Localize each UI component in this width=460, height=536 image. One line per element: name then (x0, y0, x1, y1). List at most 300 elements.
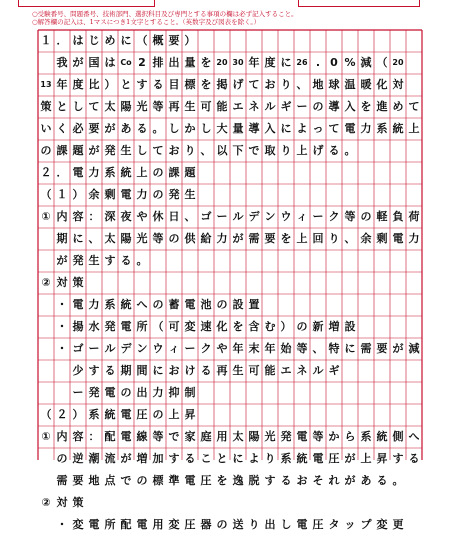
answer-char: の (136, 474, 148, 487)
answer-char: 減 (360, 56, 372, 69)
answer-char: （ (376, 56, 388, 69)
answer-char: が (120, 452, 132, 465)
answer-char: る (408, 452, 420, 465)
answer-char: ． (56, 166, 68, 179)
answer-char: ン (264, 210, 276, 223)
answer-char: ： (88, 430, 100, 443)
answer-char: 統 (392, 122, 404, 135)
answer-char: 統 (376, 430, 388, 443)
answer-char: に (344, 342, 356, 355)
answer-char: 上 (296, 144, 308, 157)
answer-char: 概 (152, 34, 164, 47)
answer-char: 準 (168, 474, 180, 487)
answer-char: 出 (168, 56, 180, 69)
answer-char: お (168, 144, 180, 157)
answer-char: 出 (136, 386, 148, 399)
answer-char: 庭 (200, 430, 212, 443)
answer-char: 進 (376, 100, 388, 113)
answer-char: デ (120, 342, 132, 355)
answer-char: ル (104, 342, 116, 355)
answer-char: 等 (312, 430, 324, 443)
answer-char: 再 (216, 364, 228, 377)
answer-char: 下 (232, 144, 244, 157)
answer-char: 日 (168, 210, 180, 223)
answer-char: り (264, 452, 276, 465)
answer-char: 配 (104, 430, 116, 443)
answer-char: 光 (136, 100, 148, 113)
answer-char: 力 (152, 386, 164, 399)
answer-char: が (344, 452, 356, 465)
answer-char: 統 (120, 298, 132, 311)
answer-char: に (72, 232, 84, 245)
answer-char: ウ (280, 210, 292, 223)
answer-char: る (328, 144, 340, 157)
answer-char: 電 (88, 518, 100, 531)
answer-char: 能 (264, 364, 276, 377)
answer-char: を (216, 474, 228, 487)
answer-char: 地 (88, 474, 100, 487)
answer-char: 期 (56, 232, 68, 245)
answer-char: の (152, 188, 164, 201)
answer-char: ー (216, 210, 228, 223)
answer-char: 発 (104, 320, 116, 333)
answer-char: 電 (120, 188, 132, 201)
answer-char: 電 (392, 232, 404, 245)
answer-char: を (200, 56, 212, 69)
answer-char: 末 (248, 342, 260, 355)
answer-char: 設 (344, 320, 356, 333)
answer-char: 球 (328, 78, 340, 91)
answer-char: て (152, 144, 164, 157)
answer-char: ネ (248, 100, 260, 113)
answer-char: ゴ (72, 342, 84, 355)
answer-char: １ (56, 188, 68, 201)
answer-char: 目 (168, 78, 180, 91)
answer-char: 所 (104, 518, 116, 531)
answer-char: 器 (200, 518, 212, 531)
answer-char: す (392, 452, 404, 465)
answer-char: 系 (88, 408, 100, 421)
answer-char: ２ (40, 166, 52, 179)
answer-char: ギ (280, 100, 292, 113)
answer-char: 生 (120, 144, 132, 157)
answer-char (38, 250, 54, 272)
answer-char: 暖 (360, 78, 372, 91)
answer-char: 圧 (184, 518, 196, 531)
answer-char: し (200, 122, 212, 135)
answer-char: 要 (168, 34, 180, 47)
answer-char: 2 (138, 56, 146, 69)
answer-char: ② (41, 276, 51, 289)
answer-char: 、 (200, 144, 212, 157)
answer-char: す (168, 452, 180, 465)
answer-char: け (184, 364, 196, 377)
answer-char: 統 (104, 408, 116, 421)
answer-char: 年 (264, 342, 276, 355)
answer-char: 変 (72, 518, 84, 531)
answer-line (0, 96, 460, 118)
answer-char: 回 (312, 232, 324, 245)
answer-char: ル (312, 364, 324, 377)
answer-char: 統 (296, 452, 308, 465)
answer-char: ー (312, 210, 324, 223)
answer-char: 発 (104, 144, 116, 157)
answer-char: ル (232, 210, 244, 223)
answer-char: り (280, 144, 292, 157)
answer-line (0, 492, 460, 514)
answer-line (0, 316, 460, 338)
answer-char: 期 (120, 364, 132, 377)
answer-char: 量 (232, 122, 244, 135)
answer-char: ） (72, 188, 84, 201)
answer-char: 等 (152, 430, 164, 443)
answer-char: 電 (120, 430, 132, 443)
answer-char: 設 (232, 298, 244, 311)
answer-char: 必 (72, 122, 84, 135)
answer-char: す (136, 78, 148, 91)
answer-char: 13 (40, 80, 52, 89)
answer-char: 要 (376, 342, 388, 355)
answer-char: 陽 (120, 100, 132, 113)
answer-char: て (248, 78, 260, 91)
answer-char: に (120, 34, 132, 47)
answer-char (38, 338, 54, 360)
answer-char: 光 (264, 430, 276, 443)
answer-char: や (136, 210, 148, 223)
answer-char: 等 (344, 210, 356, 223)
answer-line (0, 294, 460, 316)
answer-char: ） (104, 78, 116, 91)
answer-char: よ (296, 122, 308, 135)
answer-char: 国 (88, 56, 100, 69)
answer-char: 容 (72, 430, 84, 443)
answer-char: 置 (248, 298, 260, 311)
answer-char: （ (136, 34, 148, 47)
answer-char: 始 (280, 342, 292, 355)
answer-char: 、 (312, 342, 324, 355)
answer-char: 送 (232, 518, 244, 531)
answer-char: り (328, 232, 340, 245)
answer-char: 対 (56, 276, 68, 289)
answer-char: ① (41, 430, 51, 443)
answer-char: 変 (184, 320, 196, 333)
answer-char: 電 (120, 320, 132, 333)
answer-char: 等 (152, 232, 164, 245)
answer-char: の (56, 452, 68, 465)
answer-char: の (40, 144, 52, 157)
answer-char: 電 (136, 518, 148, 531)
answer-char: ー (184, 342, 196, 355)
answer-char: 電 (104, 386, 116, 399)
answer-char: と (56, 100, 68, 113)
answer-char: 要 (264, 232, 276, 245)
answer-char: 線 (136, 430, 148, 443)
answer-char: 荷 (408, 210, 420, 223)
answer-char (38, 52, 54, 74)
answer-char: % (344, 56, 356, 69)
answer-char: は (104, 56, 116, 69)
answer-char: 年 (232, 342, 244, 355)
answer-char: 化 (376, 78, 388, 91)
answer-line (0, 470, 460, 492)
answer-char: か (328, 430, 340, 443)
answer-char: り (248, 518, 260, 531)
answer-char (38, 448, 54, 470)
answer-char: 地 (312, 78, 324, 91)
answer-char: 少 (72, 364, 84, 377)
answer-char: （ (40, 188, 52, 201)
answer-char: 化 (216, 320, 228, 333)
answer-line (0, 360, 460, 382)
answer-char: 速 (200, 320, 212, 333)
answer-char: プ (360, 518, 372, 531)
answer-char: 上 (360, 452, 372, 465)
answer-char: ク (328, 210, 340, 223)
answer-char: 大 (216, 122, 228, 135)
answer-char: と (216, 452, 228, 465)
answer-char: の (152, 298, 164, 311)
answer-char: じ (88, 34, 100, 47)
answer-char: 26 (296, 58, 308, 67)
answer-char: 需 (360, 342, 372, 355)
answer-char: 水 (88, 320, 100, 333)
answer-char: 、 (88, 232, 100, 245)
answer-char: 。 (152, 122, 164, 135)
answer-char: り (280, 78, 292, 91)
answer-char: か (184, 122, 196, 135)
answer-char (38, 514, 54, 536)
answer-char: 標 (152, 474, 164, 487)
answer-char: 、 (296, 78, 308, 91)
answer-char: 系 (104, 166, 116, 179)
answer-char: ー (72, 386, 84, 399)
answer-char: 系 (280, 452, 292, 465)
answer-char: ： (88, 210, 100, 223)
answer-char: 太 (104, 100, 116, 113)
answer-char: 昇 (184, 408, 196, 421)
answer-char: 発 (88, 386, 100, 399)
answer-char: ィ (296, 210, 308, 223)
answer-char: 用 (152, 518, 164, 531)
answer-char: い (40, 122, 52, 135)
answer-char: る (136, 122, 148, 135)
answer-char: ギ (328, 364, 340, 377)
answer-char: を (232, 320, 244, 333)
answer-char: 陽 (248, 430, 260, 443)
answer-char: ② (41, 496, 51, 509)
answer-char: タ (328, 518, 340, 531)
answer-char: 側 (392, 430, 404, 443)
answer-char: （ (40, 408, 52, 421)
answer-char: ー (88, 342, 100, 355)
answer-char: 。 (344, 144, 356, 157)
answer-line (0, 426, 460, 448)
answer-char: ・ (56, 342, 68, 355)
answer-char: 増 (136, 452, 148, 465)
answer-char: に (152, 364, 164, 377)
answer-line (0, 382, 460, 404)
answer-char: く (56, 122, 68, 135)
answer-char: 可 (200, 100, 212, 113)
answer-char: が (72, 56, 84, 69)
answer-char: 上 (136, 166, 148, 179)
answer-line (0, 514, 460, 536)
answer-char: り (184, 144, 196, 157)
answer-char: お (168, 364, 180, 377)
answer-char: っ (312, 122, 324, 135)
answer-char: 上 (168, 408, 180, 421)
answer-line (0, 338, 460, 360)
answer-char: ィ (168, 342, 180, 355)
answer-char: 導 (328, 100, 340, 113)
answer-char: 0 (330, 56, 338, 69)
answer-char: 課 (168, 166, 180, 179)
answer-char: 更 (392, 518, 404, 531)
answer-char (38, 382, 54, 404)
answer-char: が (104, 122, 116, 135)
answer-char: お (296, 474, 308, 487)
answer-char: の (152, 408, 164, 421)
answer-char: て (88, 100, 100, 113)
answer-char: は (72, 34, 84, 47)
answer-char: の (120, 386, 132, 399)
answer-char: 需 (248, 232, 260, 245)
answer-char: ） (184, 34, 196, 47)
answer-char: 電 (312, 452, 324, 465)
answer-char: 潮 (88, 452, 100, 465)
answer-char: し (72, 100, 84, 113)
answer-char: 策 (72, 496, 84, 509)
answer-char: 内 (56, 430, 68, 443)
answer-char (38, 360, 54, 382)
answer-char: し (136, 144, 148, 157)
answer-char: ① (41, 210, 51, 223)
answer-char: 30 (232, 58, 244, 67)
answer-line (0, 162, 460, 184)
answer-char: 力 (360, 122, 372, 135)
answer-char: 。 (392, 474, 404, 487)
answer-char: 昇 (376, 452, 388, 465)
answer-char: そ (312, 474, 324, 487)
answer-char: 電 (72, 166, 84, 179)
answer-char: 発 (280, 430, 292, 443)
answer-char: 可 (248, 364, 260, 377)
answer-char: に (280, 122, 292, 135)
answer-line (0, 74, 460, 96)
answer-char: 圧 (200, 474, 212, 487)
answer-char: 余 (88, 188, 100, 201)
answer-char: 統 (120, 166, 132, 179)
answer-char: 供 (184, 232, 196, 245)
answer-char: 流 (104, 452, 116, 465)
answer-char: 剰 (376, 232, 388, 245)
answer-char: に (232, 452, 244, 465)
answer-char: 需 (56, 474, 68, 487)
answer-char: エ (232, 100, 244, 113)
answer-char: す (264, 474, 276, 487)
answer-char: が (344, 474, 356, 487)
answer-char: 電 (120, 408, 132, 421)
answer-char: 含 (248, 320, 260, 333)
answer-char: 上 (296, 232, 308, 245)
answer-char: 力 (408, 232, 420, 245)
answer-char: エ (280, 364, 292, 377)
answer-char: 太 (104, 232, 116, 245)
answer-char: 取 (264, 144, 276, 157)
answer-char: 対 (56, 496, 68, 509)
answer-char: ウ (152, 342, 164, 355)
answer-char: 生 (232, 364, 244, 377)
answer-char: の (216, 298, 228, 311)
answer-char: 。 (136, 254, 148, 267)
answer-char: 制 (184, 386, 196, 399)
answer-char: め (392, 100, 404, 113)
answer-char: げ (232, 78, 244, 91)
answer-char: 生 (88, 254, 100, 267)
answer-char: 配 (120, 518, 132, 531)
answer-char: 内 (56, 210, 68, 223)
answer-char: ら (344, 430, 356, 443)
answer-char: 変 (168, 518, 180, 531)
answer-char: る (104, 364, 116, 377)
answer-char: る (376, 474, 388, 487)
answer-char: る (120, 254, 132, 267)
answer-char: で (168, 430, 180, 443)
answer-char: 電 (344, 122, 356, 135)
answer-line (0, 184, 460, 206)
answer-char: 要 (88, 122, 100, 135)
answer-char: お (264, 78, 276, 91)
answer-char: が (56, 254, 68, 267)
answer-char (54, 360, 70, 382)
answer-char: 力 (88, 298, 100, 311)
answer-char: 減 (408, 342, 420, 355)
answer-char: る (184, 452, 196, 465)
answer-line (0, 272, 460, 294)
answer-char: 出 (264, 518, 276, 531)
answer-char: 発 (168, 188, 180, 201)
answer-char: 標 (184, 78, 196, 91)
answer-char: 変 (376, 518, 388, 531)
answer-line (0, 404, 460, 426)
answer-char: ッ (344, 518, 356, 531)
answer-char: 等 (296, 342, 308, 355)
answer-char: 生 (184, 188, 196, 201)
answer-char: 掲 (216, 78, 228, 91)
answer-char: し (280, 518, 292, 531)
answer-char: 要 (72, 474, 84, 487)
answer-char: あ (120, 122, 132, 135)
answer-char: . (315, 56, 321, 69)
answer-char: ・ (56, 298, 68, 311)
answer-char: 陽 (120, 232, 132, 245)
answer-char: ル (264, 100, 276, 113)
answer-char: の (152, 166, 164, 179)
answer-char: 以 (216, 144, 228, 157)
answer-char: デ (248, 210, 260, 223)
answer-char: 加 (152, 452, 164, 465)
answer-line (0, 52, 460, 74)
answer-char: 逆 (72, 452, 84, 465)
answer-char: 発 (72, 254, 84, 267)
answer-char: 光 (136, 232, 148, 245)
answer-line (0, 448, 460, 470)
answer-char: の (168, 232, 180, 245)
answer-char: 電 (72, 298, 84, 311)
answer-char: 温 (344, 78, 356, 91)
answer-char: 上 (408, 122, 420, 135)
answer-char: 20 (392, 58, 404, 67)
